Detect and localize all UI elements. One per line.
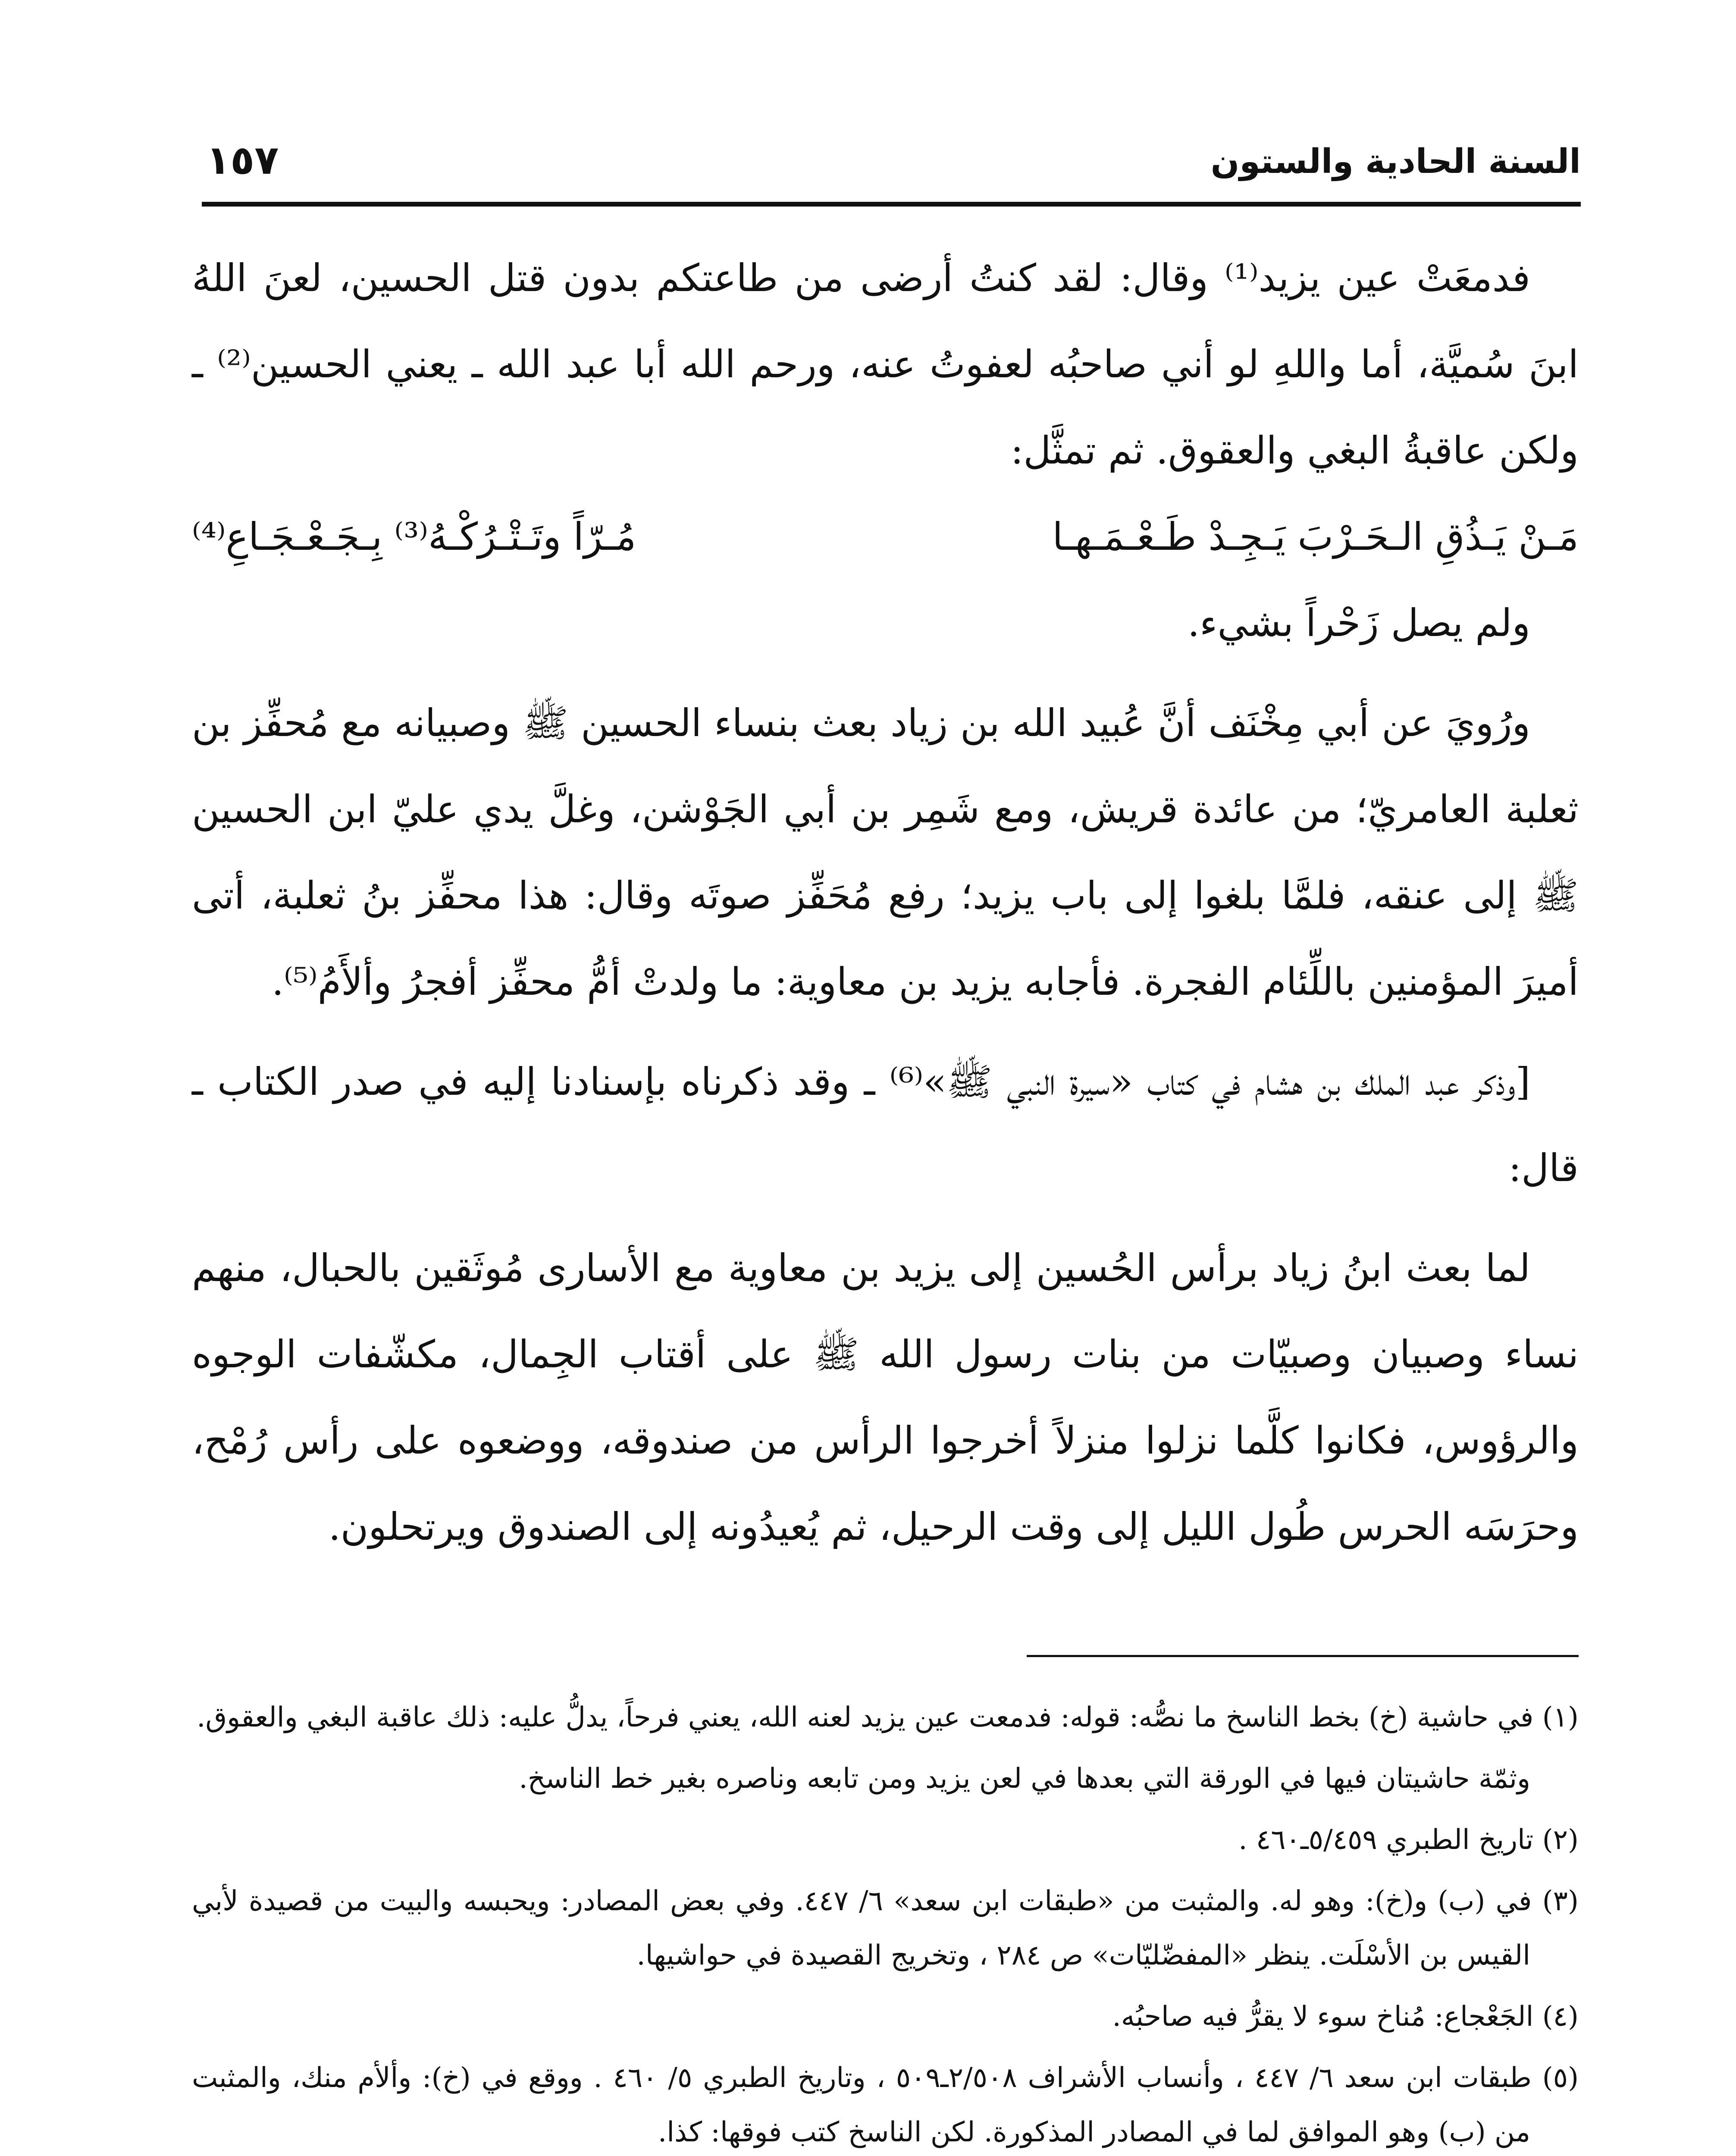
footnote-separator <box>1027 1655 1579 1657</box>
main-text <box>192 235 1579 1570</box>
paragraph: فدمعَتْ عين يزيد⁽¹⁾ وقال: لقد كنتُ أرضى من طاعتكم بدون قتل الحسين، لعنَ اللهُ ابنَ سُميَّة، أما واللهِ لو أني صاحبُه لعفوتُ عنه، ورحم الله أبا عبد الله ـ يعني الحسين⁽²⁾ ـ ولكن عاقبةُ البغي والعقوق. ثم تمثَّل: <box>192 256 1579 473</box>
running-header <box>202 129 1581 203</box>
verse-second-hemistich: مُـرّاً وتَـتْـرُكْـهُ⁽³⁾ بِـجَـعْـجَـاعِ⁽⁴⁾ <box>192 514 636 559</box>
verse-first-hemistich: مَـنْ يَـذُقِ الـحَـرْبَ يَـجِـدْ طَـعْـمَـهـا <box>1052 514 1579 559</box>
footnote: (٢) تاريخ الطبري ٥/٤٥٩ـ٤٦٠ . <box>1238 1824 1579 1856</box>
footnote: (٥) طبقات ابن سعد ٦/ ٤٤٧ ، وأنساب الأشراف ٢/٥٠٨ـ٥٠٩ ، وتاريخ الطبري ٥/ ٤٦٠ . ووقع في (خ): وألأم منك، والمثبت من (ب) وهو الموافق لما في المصادر المذكورة. لكن الناسخ كتب فوقها: كذا. <box>192 2062 1579 2148</box>
header-rule <box>202 202 1581 207</box>
paragraph: لما بعث ابنُ زياد برأس الحُسين إلى يزيد بن معاوية مع الأسارى مُوثَقين بالحبال، منهم نساء وصبيان وصبيّات من بنات رسول الله ﷺ على أقتاب الجِمال، مكشّفات الوجوه والرؤوس، فكانوا كلَّما نزلوا منزلاً أخرجوا الرأس من صندوقه، ووضعوه على رأس رُمْح، وحرَسَه الحرس طُول الليل إلى وقت الرحيل، ثم يُعيدُونه إلى الصندوق ويرتحلون. <box>192 1246 1579 1549</box>
page-number: ١٥٧ <box>206 137 279 183</box>
chapter-title: السنة الحادية والستون <box>1210 142 1581 181</box>
paragraph: ولم يصل زَحْراً بشيء. <box>1188 601 1530 645</box>
footnotes <box>192 1690 1579 2156</box>
footnote: (٣) في (ب) و(خ): وهو له. والمثبت من «طبقات ابن سعد» ٦/ ٤٤٧. وفي بعض المصادر: ويحبسه والبيت من قصيدة لأبي القيس بن الأسْلَت. ينظر «المفضّليّات» ص ٢٨٤ ، وتخريج القصيدة في حواشيها. <box>192 1885 1579 1971</box>
footnote-continuation: وثمّة حاشيتان فيها في الورقة التي بعدها في لعن يزيد ومن تابعه وناصره بغير خط الناسخ. <box>519 1763 1530 1795</box>
poem-verse <box>192 494 1579 580</box>
paragraph: [وذكر عبد الملك بن هشام في كتاب «سيرة النبي ﷺ»⁽⁶⁾ ـ وقد ذكرناه بإسنادنا إليه في صدر الكتاب ـ قال: <box>192 1059 1579 1190</box>
footnote: (١) في حاشية (خ) بخط الناسخ ما نصُّه: قوله: فدمعت عين يزيد لعنه الله، يعني فرحاً، يدلُّ عليه: ذلك عاقبة البغي والعقوق. <box>197 1702 1579 1733</box>
paragraph: ورُويَ عن أبي مِخْنَف أنَّ عُبيد الله بن زياد بعث بنساء الحسين ﷺ وصبيانه مع مُحفِّز بن ثعلبة العامريّ؛ من عائدة قريش، ومع شَمِر بن أبي الجَوْشن، وغلَّ يدي عليّ ابن الحسين ﷺ إلى عنقه، فلمَّا بلغوا إلى باب يزيد؛ رفع مُحَفِّز صوتَه وقال: هذا محفِّز بنُ ثعلبة، أتى أميرَ المؤمنين باللِّئام الفجرة. فأجابه يزيد بن معاوية: ما ولدتْ أمُّ محفِّز أفجرُ وألأَمُ⁽⁵⁾. <box>192 701 1579 1004</box>
footnote: (٤) الجَعْجاع: مُناخ سوء لا يقرُّ فيه صاحبُه. <box>1112 2001 1579 2033</box>
